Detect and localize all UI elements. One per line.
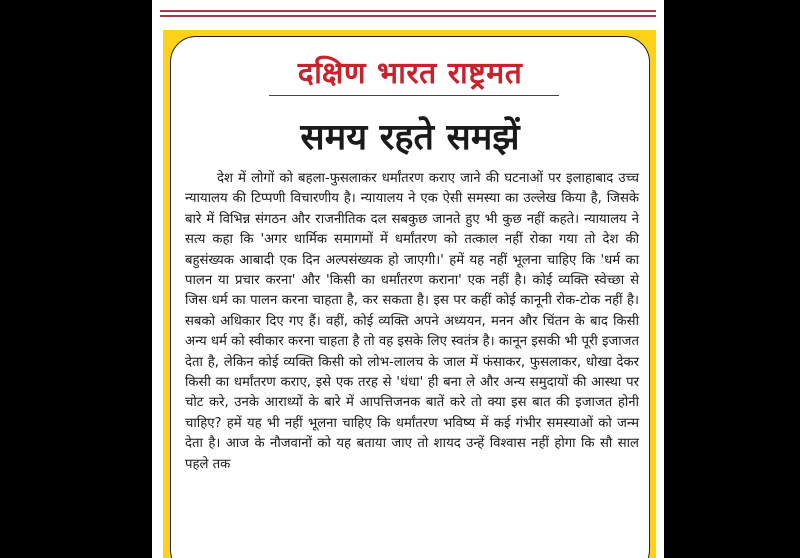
masthead-title: दक्षिण भारत राष्ट्रमत bbox=[297, 56, 523, 91]
top-rule-second bbox=[160, 15, 656, 17]
top-rule bbox=[160, 10, 656, 12]
newspaper-page bbox=[152, 0, 664, 558]
masthead-divider bbox=[269, 95, 559, 96]
editorial-card bbox=[170, 36, 650, 558]
editorial-body: देश में लोगों को बहला-फुसलाकर धर्मांतरण कराए जाने की घटनाओं पर इलाहाबाद उच्च न्यायालय की टिप्पणी विचारणीय है। न्यायालय ने एक ऐसी समस्या का उल्लेख किया है, जिसके बारे में विभिन्न संगठन और राजनीतिक दल सबकुछ जानते हुए भी कुछ नहीं कहते। न्यायालय ने सत्य कहा कि 'अगर धार्मिक समागमों में धर्मांतरण को तत्काल नहीं रोका गया तो देश की बहुसंख्यक आबादी एक दिन अल्पसंख्यक हो जाएगी।' हमें यह नहीं भूलना चाहिए कि 'धर्म का पालन या प्रचार करना' और 'किसी का धर्मांतरण कराना' एक नहीं है। कोई व्यक्ति स्वेच्छा से जिस धर्म का पालन करना चाहता है, कर सकता है। इस पर कहीं कोई कानूनी रोक-टोक नहीं है। सबको अधिकार दिए गए हैं। वहीं, कोई व्यक्ति अपने अध्ययन, मनन और चिंतन के बाद किसी अन्य धर्म को स्वीकार करना चाहता है तो वह इसके लिए स्वतंत्र है। कानून इसकी भी पूरी इजाजत देता है, लेकिन कोई व्यक्ति किसी को लोभ-लालच के जाल में फंसाकर, फुसलाकर, धोखा देकर किसी का धर्मांतरण कराए, इसे एक तरह से 'धंधा' ही बना ले और अन्य समुदायों की आस्था पर चोट करे, उनके आराध्यों के बारे में आपत्तिजनक बातें करे तो क्या इस बात की इजाजत होनी चाहिए? हमें यह भी नहीं भूलना चाहिए कि धर्मांतरण भविष्य में कई गंभीर समस्याओं को जन्म देता है। आज के नौजवानों को यह बताया जाए तो शायद उन्हें विश्वास नहीं होगा कि सौ साल पहले तक bbox=[185, 171, 639, 472]
editorial-headline: समय रहते समझें bbox=[300, 117, 520, 158]
